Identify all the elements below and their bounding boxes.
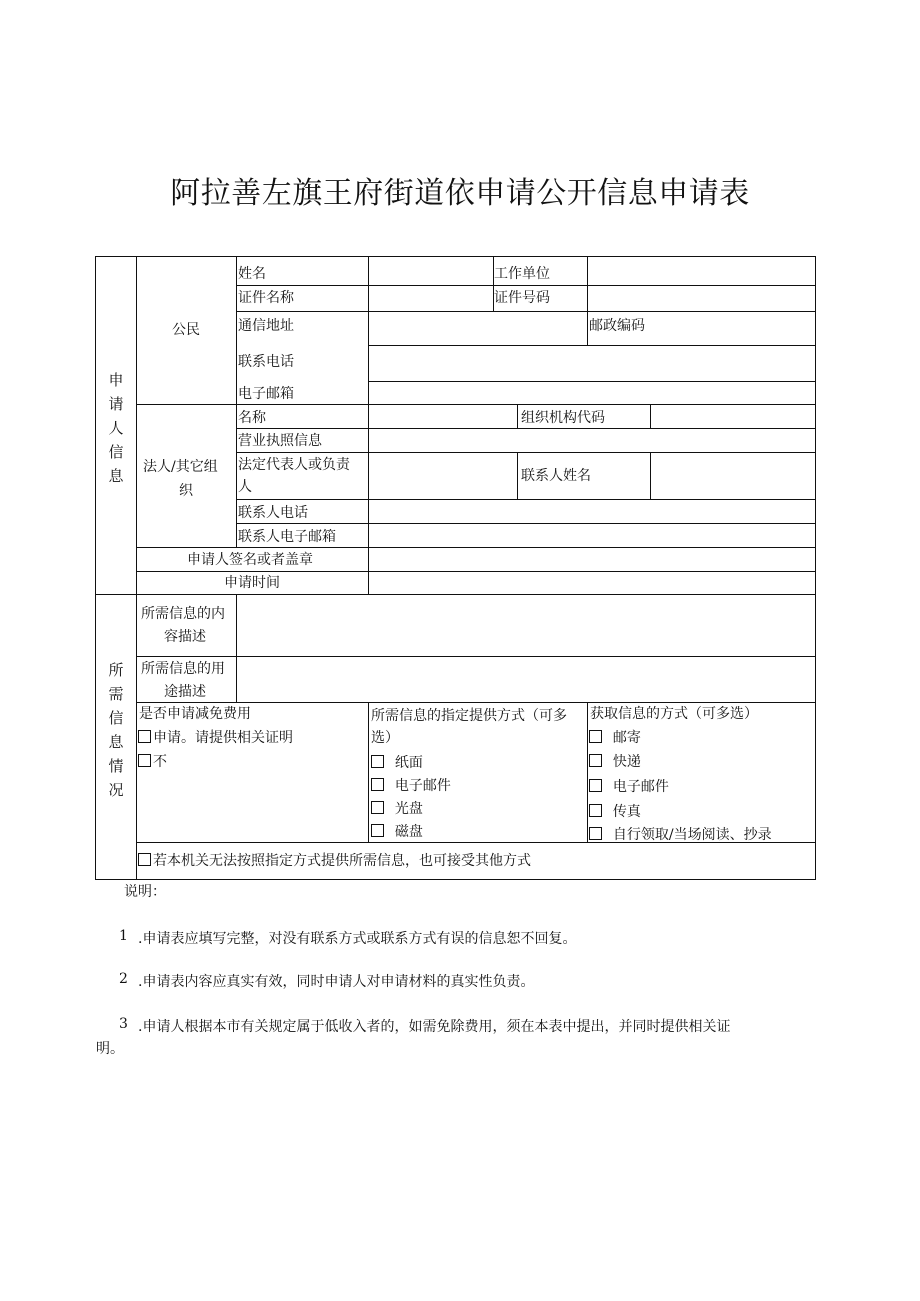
citizen-id-number-label: 证件号码 [494,290,550,306]
provide-option-email[interactable] [371,775,451,797]
signature-label: 申请人签名或者盖章 [187,552,313,568]
other-way-checkbox[interactable] [138,853,151,866]
provide-email-label: 电子邮件 [394,778,451,794]
provide-title-line2: 选） [371,730,399,746]
org-name-label: 名称 [238,410,266,426]
citizen-address-field[interactable] [369,312,586,344]
apply-time-label: 申请时间 [224,575,280,591]
org-contact-name-field[interactable] [651,453,814,498]
provide-title-line1: 所需信息的指定提供方式（可多 [371,708,567,724]
org-license-label: 营业执照信息 [238,433,322,449]
purpose-desc-field[interactable] [237,657,814,701]
apply-time-field[interactable] [369,572,814,593]
fee-no-option[interactable] [138,751,167,773]
content-desc-label [141,603,225,649]
note-3-number: 3 [119,1016,128,1032]
citizen-phone-label: 联系电话 [238,354,294,370]
fee-yes-label: 申请。请提供相关证明 [153,730,293,746]
note-1-number: 1 [119,928,128,944]
purpose-desc-line2: 途描述 [164,684,206,700]
provide-disk-label: 磁盘 [394,824,423,840]
note-1: .申请表应填写完整，对没有联系方式或联系方式有误的信息恕不回复。 [138,931,577,947]
obtain-option-express[interactable] [589,751,641,773]
content-desc-line2: 容描述 [164,629,206,645]
citizen-id-type-field[interactable] [369,286,492,310]
fee-no-checkbox[interactable] [138,754,151,767]
citizen-label: 公民 [172,322,200,338]
other-way-label: 若本机关无法按照指定方式提供所需信息，也可接受其他方式 [153,853,531,869]
obtain-title: 获取信息的方式（可多选） [590,706,758,722]
fee-title: 是否申请减免费用 [139,706,251,722]
citizen-id-number-field[interactable] [588,286,814,310]
provide-cd-label: 光盘 [394,801,423,817]
fee-yes-option[interactable] [138,727,293,749]
obtain-express-label: 快递 [612,754,641,770]
org-legal-rep-line2: 人 [238,479,252,495]
provide-option-disk[interactable] [371,821,423,843]
obtain-email-label: 电子邮件 [612,779,669,795]
obtain-email-checkbox[interactable] [589,779,602,792]
org-contact-email-field[interactable] [369,524,814,546]
provide-cd-checkbox[interactable] [371,801,384,814]
note-3-line1: .申请人根据本市有关规定属于低收入者的，如需免除费用，须在本表中提出，并同时提供相关证 [138,1019,731,1035]
section-info-needed [101,658,131,802]
content-desc-field[interactable] [237,595,814,655]
obtain-mail-label: 邮寄 [612,730,641,746]
org-legal-rep-line1: 法定代表人或负责 [238,457,350,473]
other-way-option[interactable] [138,850,531,872]
org-legal-rep-label [238,454,350,498]
citizen-name-label: 姓名 [238,266,266,282]
org-legal-rep-field[interactable] [369,453,516,498]
purpose-desc-line1: 所需信息的用 [141,661,225,677]
obtain-self-checkbox[interactable] [589,827,602,840]
page-title: 阿拉善左旗王府街道依申请公开信息申请表 [170,176,750,211]
citizen-phone-field[interactable] [369,346,814,380]
obtain-option-email[interactable] [589,776,669,798]
org-contact-phone-label: 联系人电话 [238,505,308,521]
org-name-field[interactable] [369,405,516,427]
provide-paper-label: 纸面 [394,755,423,771]
note-2: .申请表内容应真实有效，同时申请人对申请材料的真实性负责。 [138,974,535,990]
org-code-field[interactable] [651,405,814,427]
org-label-line1: 法人/其它组 [143,459,218,475]
citizen-address-label: 通信地址 [238,318,294,334]
obtain-express-checkbox[interactable] [589,754,602,767]
note-2-number: 2 [119,971,128,987]
fee-yes-checkbox[interactable] [138,730,151,743]
notes-heading: 说明： [124,884,166,900]
section-info-label: 所需信息情况 [108,661,124,799]
application-form-table [95,256,816,880]
org-label [143,455,218,503]
obtain-self-label: 自行领取/当场阅读、抄录 [612,827,772,841]
citizen-id-type-label: 证件名称 [238,290,294,306]
obtain-fax-checkbox[interactable] [589,804,602,817]
fee-no-label: 不 [153,754,167,770]
note-3-line2: 明。 [96,1041,124,1057]
citizen-email-label: 电子邮箱 [238,386,294,402]
org-code-label: 组织机构代码 [521,410,605,426]
citizen-name-field[interactable] [369,257,492,284]
section-applicant-label: 申请人信息 [108,371,124,485]
citizen-email-field[interactable] [369,382,814,403]
signature-field[interactable] [369,548,814,570]
org-license-field[interactable] [369,429,814,451]
org-label-line2: 织 [179,483,193,499]
obtain-fax-label: 传真 [612,804,641,820]
section-applicant-info [101,368,131,488]
org-contact-name-label: 联系人姓名 [521,468,591,484]
obtain-option-self[interactable] [589,825,772,841]
obtain-mail-checkbox[interactable] [589,730,602,743]
provide-option-cd[interactable] [371,798,423,820]
obtain-option-mail[interactable] [589,727,641,749]
citizen-work-unit-field[interactable] [588,257,814,284]
obtain-option-fax[interactable] [589,801,641,823]
provide-title [371,705,567,749]
provide-option-paper[interactable] [371,752,423,774]
provide-email-checkbox[interactable] [371,778,384,791]
content-desc-line1: 所需信息的内 [141,606,225,622]
org-contact-phone-field[interactable] [369,500,814,522]
citizen-work-unit-label: 工作单位 [494,266,550,282]
purpose-desc-label [141,658,225,704]
citizen-postcode-label: 邮政编码 [589,318,645,334]
provide-disk-checkbox[interactable] [371,824,384,837]
provide-paper-checkbox[interactable] [371,755,384,768]
org-contact-email-label: 联系人电子邮箱 [238,529,336,545]
